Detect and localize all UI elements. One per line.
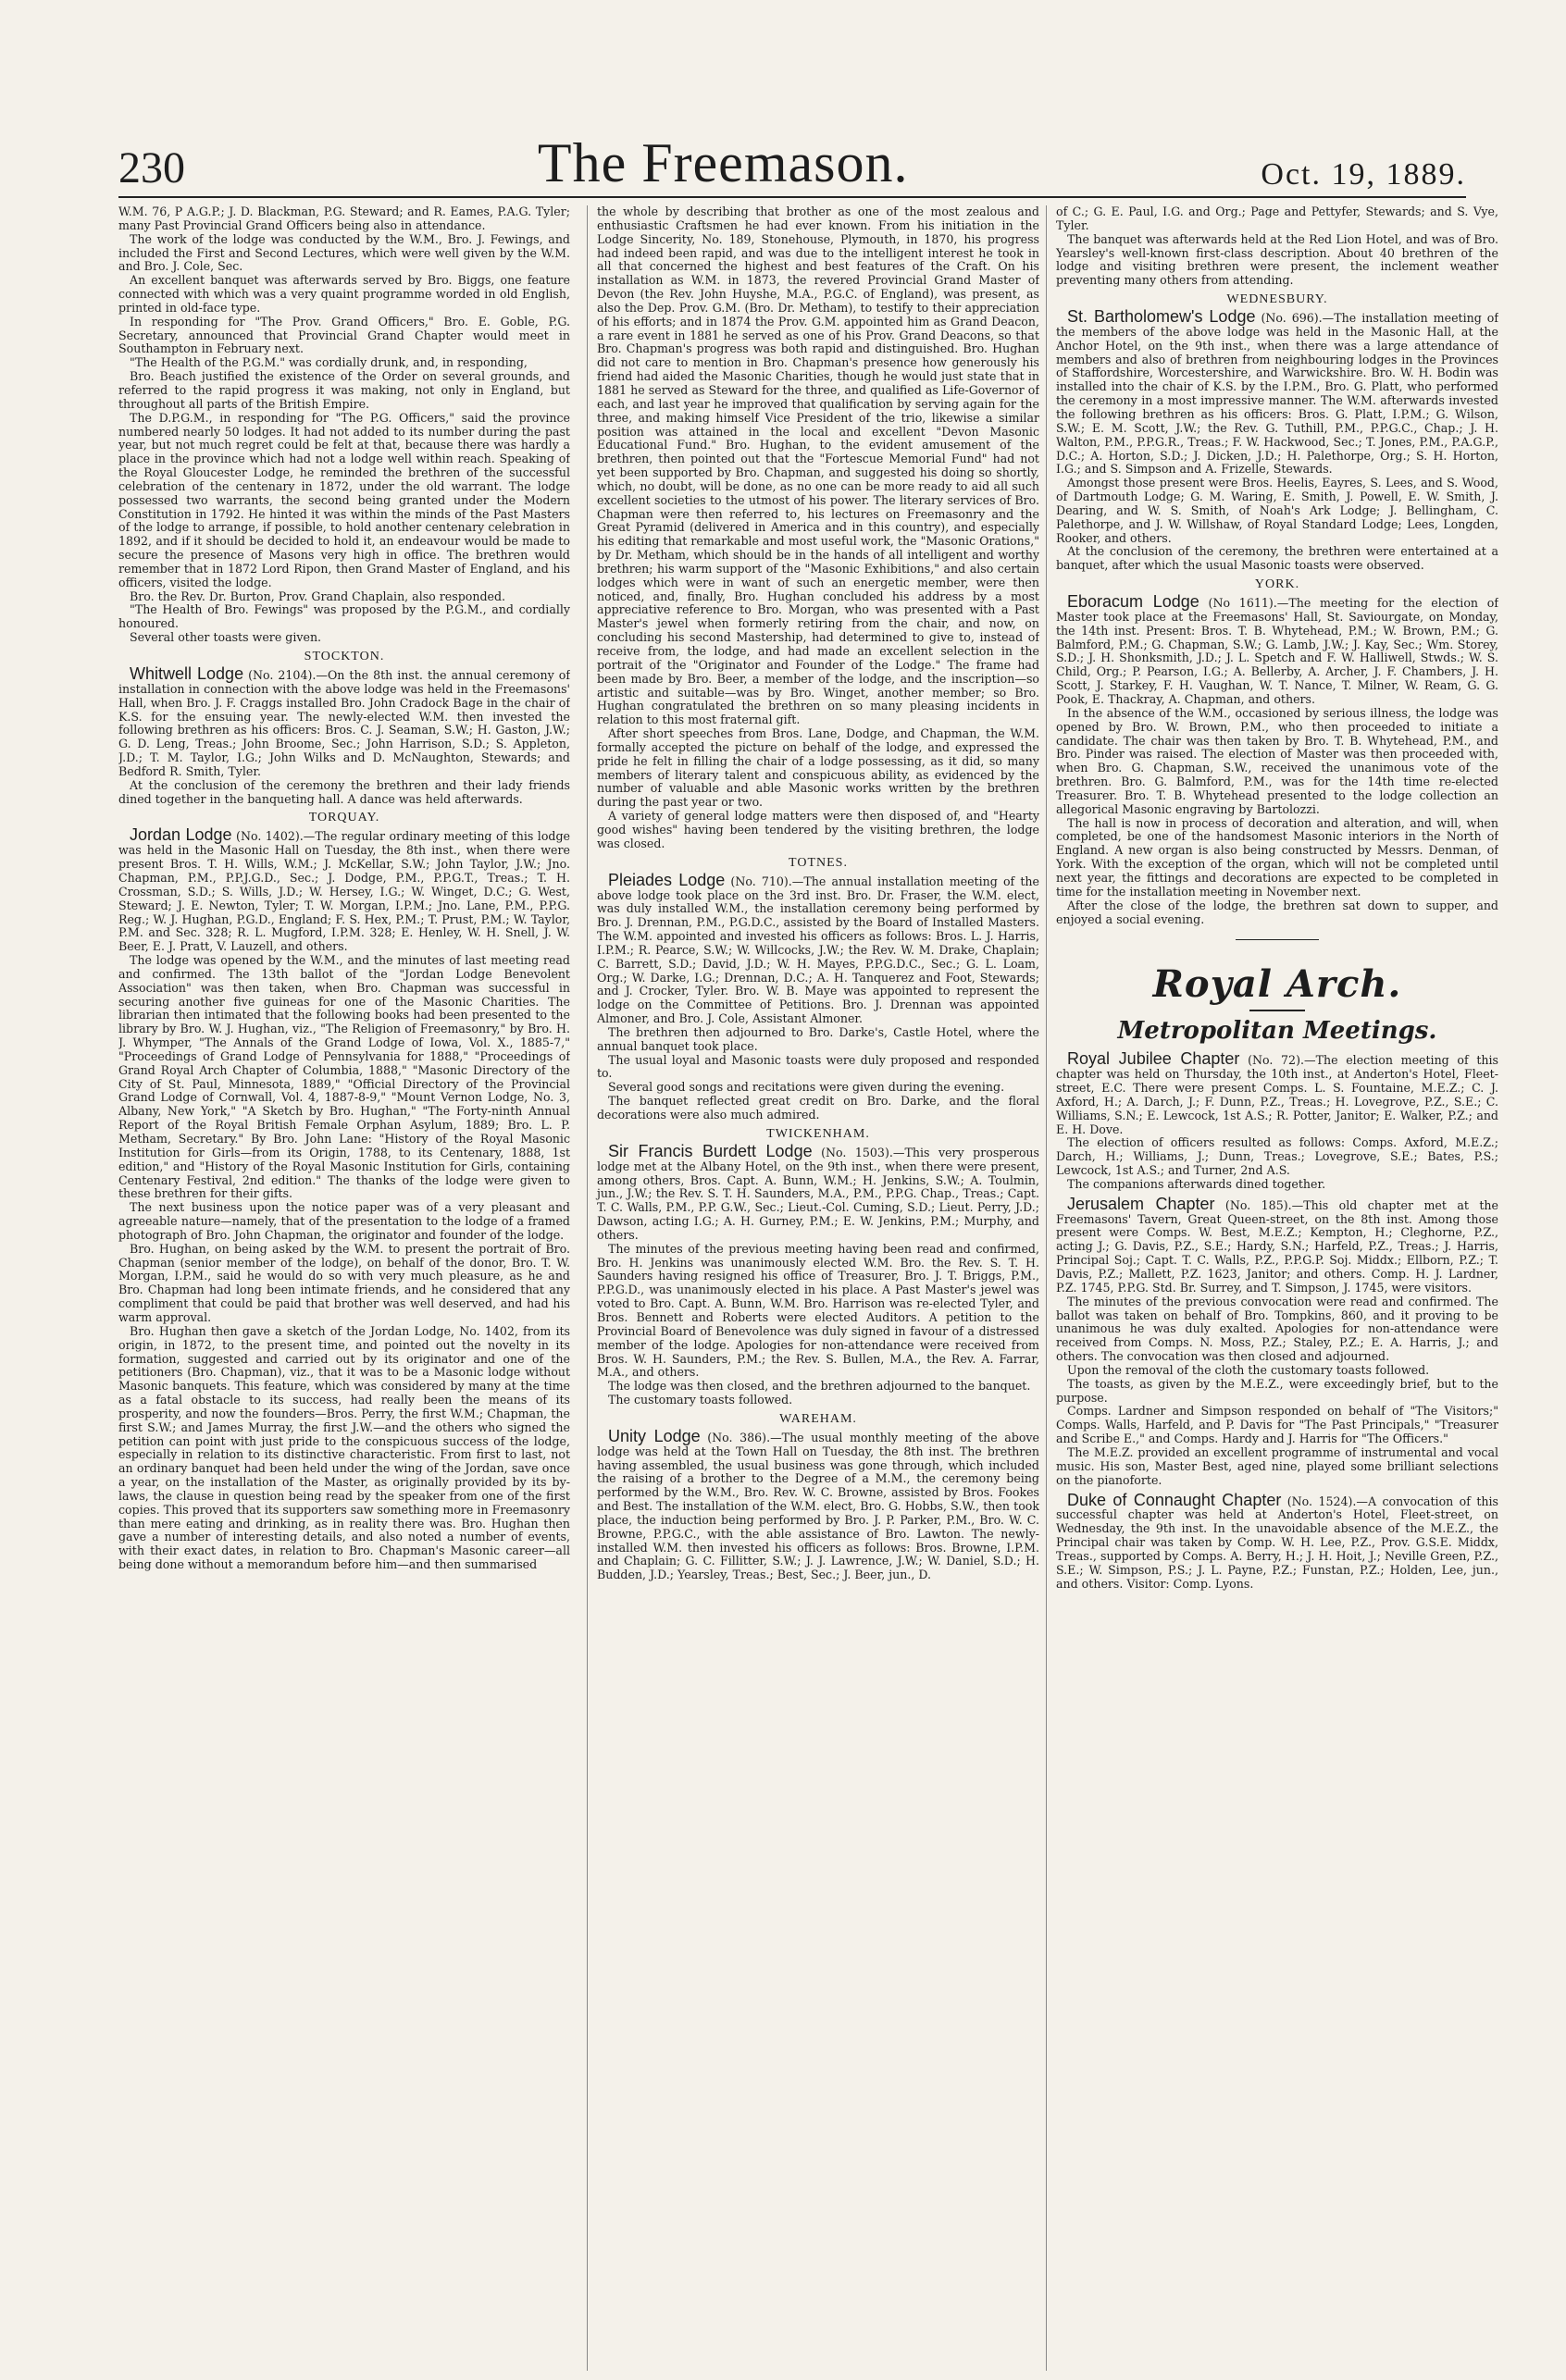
paragraph: Upon the removal of the cloth the customary toasts followed. [1067,1362,1430,1377]
divider [1236,939,1319,940]
paragraph: "The Health of the P.G.M." was cordially drunk, and, in responding, [130,355,528,370]
column-1 [118,205,570,2371]
lodge-name: Eboracum Lodge [1067,592,1199,612]
paragraph: The lodge was opened by the W.M., and the minutes of last meeting read and confirmed. The 13th ballot of the "Jordan Lodge Benevolent Association" was then taken, when Bro. Chapman was successful in securing another five guineas for one of the Masonic Charities. The librarian then intimated that the following books had been presented to the library by Bro. W. J. Hughan, viz., "The Religion of Freemasonry," by Bro. H. J. Whymper, "The Annals of the Grand Lodge of Iowa, Vol. X., 1885-7," "Proceedings of Grand Lodge of Pennsylvania for 1888," "Proceedings of Grand Royal Arch Chapter of Columbia, 1888," "Masonic Directory of the City of St. Paul, Minnesota, 1889," "Official Directory of the Provincial Grand Lodge of Cornwall, Vol. 4, 1887-8-9," "Mount Vernon Lodge, No. 3, Albany, New York," "A Sketch by Bro. Hughan," "The Forty-ninth Annual Report of the Royal British Female Orphan Asylum, 1889; Bro. L. P. Metham, Secretary." By Bro. John Lane: "History of the Royal Masonic Institution for Girls—from its Origin, 1788, to its Centenary, 1888, 1st edition," and "History of the Royal Masonic Institution for Girls, containing Centenary Festival, 2nd edition." The thanks of the lodge were given to these brethren for their gifts. [118,953,570,1201]
paragraph: (No. 72).—The election meeting of this chapter was held on Thursday, the 10th inst., at Anderton's Hotel, Fleet-street, E.C. There were present Comps. L. S. Fountaine, M.E.Z.; C. J. Axford, H.; A. Darch, J.; F. Dunn, P.Z., Treas.; H. Lovegrove, P.Z., S.E.; C. Williams, S.N.; E. Lewcock, 1st A.S.; R. Potter, Janitor; E. Walker, P.Z.; and E. H. Dove. [1056,1053,1498,1136]
paragraph: In the absence of the W.M., occasioned by serious illness, the lodge was opened by Bro. W. Brown, P.M., who then proceeded to initiate a candidate. The chair was then taken by Bro. T. B. Whytehead, P.M., and Bro. Pinder was raised. The election of Master was then proceeded with, when Bro. G. Chapman, S.W., received the unanimous vote of the brethren. Bro. G. Balmford, P.M., was for the 14th time re-elected Treasurer. Bro. T. B. Whytehead presented to the lodge collection an allegorical Masonic engraving by Bartolozzi. [1056,705,1498,816]
paragraph: The minutes of the previous convocation were read and confirmed. The ballot was taken on behalf of Bro. Tompkins, 860, and it proving to be unanimous he was duly exalted. Apologies for non-attendance were received from Comps. N. Moss, P.Z.; Staley, P.Z.; E. A. Harris, J.; and others. The convocation was then closed and adjourned. [1056,1294,1498,1364]
paragraph: The customary toasts followed. [608,1393,793,1407]
column-2 [587,205,1039,2371]
paragraph: Several other toasts were given. [130,630,322,645]
column-3 [1046,205,1498,2371]
paragraph: In responding for "The Prov. Grand Officers," Bro. E. Goble, P.G. Secretary, announced that Provincial Grand Chapter would meet in Southampton in February next. [118,314,570,356]
paragraph: The companions afterwards dined together. [1067,1176,1326,1191]
place-heading: TWICKENHAM. [766,1126,870,1141]
paragraph: The minutes of the previous meeting having been read and confirmed, Bro. H. Jenkins was unanimously elected W.M. Bro. the Rev. S. T. H. Saunders having resigned his office of Treasurer, Bro. J. T. Briggs, P.M., P.P.G.D., was unanimously elected in his place. A Past Master's jewel was voted to Bro. Capt. A. Bunn, W.M. Bro. Harrison was re-elected Tyler, and Bros. Bennett and Roberts were elected Auditors. A petition to the Provincial Board of Benevolence was duly signed in favour of a distressed member of the lodge. Apologies for non-attendance were received from Bros. W. H. Saunders, P.M.; the Rev. S. Bullen, M.A., the Rev. A. Farrar, M.A., and others. [597,1241,1039,1380]
paragraph: The banquet reflected great credit on Bro. Darke, and the floral decorations were also much admired. [597,1094,1039,1122]
issue-date: Oct. 19, 1889. [1261,157,1466,192]
place-heading: STOCKTON. [304,650,385,663]
place-heading: TOTNES. [789,855,848,870]
paragraph: The usual loyal and Masonic toasts were duly proposed and responded to. [597,1052,1039,1081]
lodge-name: St. Bartholomew's Lodge [1067,307,1256,327]
lodge-name: Unity Lodge [608,1426,701,1445]
paragraph: (No. 2104).—On the 8th inst. the annual ceremony of installation in connection with the above lodge was held in the Freemasons' Hall, when Bro. J. F. Craggs installed Bro. John Cradock Bage in the chair of K.S. for the ensuing year. The newly-elected W.M. then invested the following brethren as his officers: Bros. C. J. Seaman, S.W.; H. Gaston, J.W.; G. D. Leng, Treas.; John Broome, Sec.; John Harrison, S.D.; S. Appleton, J.D.; T. M. Taylor, I.G.; John Wilks and D. McNaughton, Stewards; and Bedford R. Smith, Tyler. [118,668,570,778]
paragraph: Bro. Hughan then gave a sketch of the Jordan Lodge, No. 1402, from its origin, in 1872, to the present time, and pointed out the novelty in its formation, suggested and carried out by its originator and one of the petitioners (Bro. Chapman), viz., that it was to be a Masonic lodge without Masonic banquets. This feature, which was considered by many at the time as a fatal obstacle to its success, had really been the means of its prosperity, and now the founders—Bros. Perry, the first W.M.; Chapman, the first S.W.; and James Murray, the first J.W.—and the others who signed the petition can point with just pride to the conspicuous success of the lodge, especially in relation to its distinctive characteristic. From first to last, not an ordinary banquet had been held under the wing of the Jordan, save once a year, on the installation of the Master, as originally provided by its by-laws, the clause in question being read by the speaker from one of the first copies. This proved that its supporters saw something more in Freemasonry than mere eating and drinking, as in reality there was. Bro. Hughan then gave a number of interesting details, and also noted a number of events, with their exact dates, in relation to Bro. Chapman's Masonic career—all being done without a memorandum before him—and then summarised [118,1323,570,1572]
paragraph: of C.; G. E. Paul, I.G. and Org.; Page and Pettyfer, Stewards; and S. Vye, Tyler. [1056,205,1498,232]
paragraph: The work of the lodge was conducted by the W.M., Bro. J. Fewings, and included the First and Second Lectures, which were well given by the W.M. and Bro. J. Cole, Sec. [118,231,570,274]
paragraph: Several good songs and recitations were given during the evening. [608,1080,1005,1095]
paragraph: W.M. 76, P A.G.P.; J. D. Blackman, P.G. Steward; and R. Eames, P.A.G. Tyler; many Past Provincial Grand Officers being also in attendance. [118,205,570,232]
lodge-name: Duke of Connaught Chapter [1067,1490,1282,1509]
section-title: Royal Arch. [1152,962,1402,1007]
paragraph: (No. 710).—The annual installation meeting of the above lodge took place on the 3rd inst. Bro. Dr. Fraser, the W.M. elect, was duly installed W.M., the installation ceremony being performed by Bro. J. Drennan, P.M., P.G.D.C., assisted by the Board of Installed Masters. The W.M. appointed and invested his officers as follows: Bros. L. J. Harris, I.P.M.; R. Pearce, S.W.; W. Willcocks, J.W.; the Rev. W. M. Drake, Chaplain; C. Barrett, S.D.; David, J.D.; W. H. Mayes, P.P.G.D.C., Sec.; G. L. Loam, Org.; W. Darke, I.G.; Drennan, D.C.; A. H. Tanquerez and Foot, Stewards; and J. Crocker, Tyler. Bro. W. B. Maye was appointed to represent the lodge on the Committee of Petitions. Bro. J. Drennan was appointed Almoner, and Bro. J. Cole, Assistant Almoner. [597,874,1039,1026]
paragraph: Bro. Hughan, on being asked by the W.M. to present the portrait of Bro. Chapman (senior member of the lodge), on behalf of the donor, Bro. T. W. Morgan, I.P.M., said he would do so with very much pleasure, as he and Bro. Chapman had long been intimate friends, and he considered that any compliment that could be paid that brother was well deserved, and had his warm approval. [118,1241,570,1324]
paragraph: Amongst those present were Bros. Heelis, Eayres, S. Lees, and S. Wood, of Dartmouth Lodge; G. M. Waring, E. Smith, J. Powell, E. W. Smith, J. Dearing, and W. S. Smith, of Noah's Ark Lodge; J. Bellingham, C. Palethorpe, and J. W. Willshaw, of Royal Standard Lodge; Lees, Longden, Rooker, and others. [1056,476,1498,545]
paragraph: The banquet was afterwards held at the Red Lion Hotel, and was of Bro. Yearsley's well-known first-class description. About 40 brethren of the lodge and visiting brethren were present, the inclement weather preventing many others from attending. [1056,231,1498,288]
paragraph: (No. 185).—This old chapter met at the Freemasons' Tavern, Great Queen-street, on the 8th inst. Among those present were Comps. W. Best, M.E.Z.; Kempton, H.; Cleghorne, P.Z., acting J.; G. Davis, P.Z., S.E.; Hardy, S.N.; Harfeld, P.Z., Treas.; J. Harris, Principal Soj.; Capt. T. C. Walls, P.Z., P.P.G.P. Soj. Middx.; Ellborn, P.Z.; T. Davis, P.Z.; Mallett, P.Z. 1623, Janitor; and others. Comp. H. J. Lardner, P.Z. 1745, P.P.G. Std. Br. Surrey, and T. Simpson, J. 1745, were visitors. [1056,1197,1498,1295]
paragraph: The D.P.G.M., in responding for "The P.G. Officers," said the province numbered nearly 50 lodges. It had not added to its number during the past year, but not much regret could be felt at that, because there was hardly a place in the province which had not a lodge well within reach. Speaking of the Royal Gloucester Lodge, he reminded the brethren of the successful celebration of the centenary in 1872, under the old warrant. The lodge possessed two warrants, the second being granted under the Modern Constitution in 1792. He hinted it was within the minds of the Past Masters of the lodge to arrange, if possible, to hold another centenary celebration in 1892, and if it should be decided to hold it, an endeavour would be made to secure the presence of Masons very high in office. The brethren would remember that in 1872 Lord Ripon, then Grand Master of England, and his officers, visited the lodge. [118,410,570,589]
place-heading: YORK. [1254,577,1300,592]
paragraph: (No. 386).—The usual monthly meeting of the above lodge was held at the Town Hall on Tuesday, the 8th inst. The brethren having assembled, the usual business was gone through, which included the raising of a brother to the Degree of a M.M., the ceremony being performed by the W.M., Bro. Rev. W. C. Browne, assisted by Bros. Fookes and Best. The installation of the W.M. elect, Bro. G. Hobbs, S.W., then took place, the induction being performed by Bro. J. P. Parker, P.M., Bro. W. C. Browne, P.P.G.C., with the able assistance of Bro. Lawton. The newly-installed W.M. then invested his officers as follows: Bros. Browne, I.P.M. and Chaplain; G. C. Fillitter, S.W.; J. J. Lawrence, J.W.; W. Daniel, S.D.; H. Budden, J.D.; Yearsley, Treas.; Best, Sec.; J. Beer, jun., D. [597,1430,1039,1582]
paragraph: The lodge was then closed, and the brethren adjourned to the banquet. [608,1379,1031,1394]
lodge-name: Sir Francis Burdett Lodge [608,1141,813,1160]
lodge-name: Royal Jubilee Chapter [1067,1049,1240,1069]
paragraph: Bro. the Rev. Dr. Burton, Prov. Grand Chaplain, also responded. [130,589,506,603]
paragraph: After short speeches from Bros. Lane, Dodge, and Chapman, the W.M. formally accepted the picture on behalf of the lodge, and expressed the pride he felt in filling the chair of a lodge possessing, as it did, so many members of literary talent and conspicuous ability, as evidenced by the number of valuable and able Masonic works written by the brethren during the past year or two. [597,726,1039,810]
lodge-name: Jordan Lodge [130,825,232,845]
lodge-name: Jerusalem Chapter [1067,1194,1215,1213]
section-subtitle: Metropolitan Meetings. [1117,1017,1437,1046]
paragraph: Comps. Lardner and Simpson responded on behalf of "The Visitors;" Comps. Walls, Harfeld, and P. Davis for "The Past Principals," "Treasurer and Scribe E.," and Comps. Hardy and J. Harris for "The Officers." [1056,1404,1498,1446]
paragraph: The toasts, as given by the M.E.Z., were exceedingly brief, but to the purpose. [1056,1376,1498,1405]
paragraph: An excellent banquet was afterwards served by Bro. Biggs, one feature connected with which was a very quaint programme worded in old English, printed in old-face type. [118,273,570,315]
paragraph: (No. 696).—The installation meeting of the members of the above lodge was held in the Masonic Hall, at the Anchor Hotel, on the 9th inst., when there was a large attendance of members and also of brethren from neighbouring lodges in the Provinces of Staffordshire, Worcestershire, and Warwickshire. Bro. W. H. Bodin was installed into the chair of K.S. by the I.P.M., Bro. G. Platt, who performed the ceremony in a most impressive manner. The W.M. afterwards invested the following brethren as his officers: Bros. G. Platt, I.P.M.; G. Wilson, S.W.; E. M. Scott, J.W.; the Rev. G. Tuthill, P.M., P.P.G.C., Chap.; J. H. Walton, P.M., P.P.G.R., Treas.; F. W. Hackwood, Sec.; T. Jones, P.M., P.A.G.P., D.C.; A. Horton, S.D.; J. Dicken, J.D.; H. Palethorpe, Org.; S. H. Horton, I.G.; and S. Simpson and A. Frizelle, Stewards. [1056,311,1498,477]
lodge-name: Pleiades Lodge [608,870,726,889]
paragraph: (No. 1503).—This very prosperous lodge met at the Albany Hotel, on the 9th inst., when there were present, among others, Bros. Capt. A. Bunn, W.M.; H. Jenkins, S.W.; A. Toulmin, jun., J.W.; the Rev. S. T. H. Saunders, M.A., P.M., P.P.G. Chap., Treas.; Capt. T. C. Walls, P.M., P.P. G.W., Sec.; Lieut.-Col. Cuming, S.D.; Lieut. Perry, J.D.; Dawson, acting I.G.; A. H. Gurney, P.M.; E. W. Jenkins, P.M.; Murphy, and others. [597,1145,1039,1242]
paragraph: (No. 1402).—The regular ordinary meeting of this lodge was held in the Masonic Hall on Tuesday, the 8th inst., when there were present Bros. T. H. Wills, W.M.; J. McKellar, S.W.; John Taylor, J.W.; Jno. Chapman, P.M., P.P.J.G.D., Sec.; J. Dodge, P.M., P.P.G.T., Treas.; T. H. Crossman, S.D.; S. Wills, J.D.; W. Hersey, I.G.; W. Winget, D.C.; G. West, Steward; J. E. Newton, Tyler; T. W. Morgan, I.P.M.; Jno. Lane, P.M., P.P.G. Reg.; W. J. Hughan, P.G.D., England; F. S. Hex, P.M.; T. Prust, P.M.; W. Taylor, P.M. and Sec. 328; R. L. Mugford, I.P.M. 328; E. Henley, W. H. Snell, J. W. Beer, E. J. Pratt, V. Lauzell, and others. [118,829,570,954]
paragraph: At the conclusion of the ceremony, the brethren were entertained at a banquet, after which the usual Masonic toasts were observed. [1056,544,1498,573]
paragraph: (No 1611).—The meeting for the election of Master took place at the Freemasons' Hall, St. Saviourgate, on Monday, the 14th inst. Present: Bros. T. B. Whytehead, P.M.; W. Brown, P.M.; G. Balmford, P.M.; G. Chapman, S.W.; G. Lamb, J.W.; J. Kay, Sec.; Wm. Storey, S.D.; J. H. Shonksmith, J.D.; J. L. Spetch and F. W. Halliwell, Stwds.; W. S. Child, Org.; P. Pearson, I.G.; A. Bellerby, A. Archer, J. F. Chambers, J. H. Scott, J. Starkey, F. H. Vaughan, W. T. Nance, T. Milner, W. Ream, G. G. Pook, E. Thackray, A. Chapman, and others. [1056,596,1498,706]
paragraph: (No. 1524).—A convocation of this successful chapter was held at Anderton's Hotel, Fleet-street, on Wednesday, the 9th inst. In the unavoidable absence of the M.E.Z., the Principal chair was taken by Comp. W. H. Lee, P.Z., Prov. G.S.E. Middx, Treas., supported by Comps. A. Berry, H.; J. H. Hoit, J.; Neville Green, P.Z., S.E.; W. Simpson, P.S.; J. L. Payne, P.Z.; Funstan, P.Z.; Holden, Lee, jun., and others. Visitor: Comp. Lyons. [1056,1494,1498,1591]
paragraph: Bro. Beach justified the existence of the Order on several grounds, and referred to the rapid progress it was making, not only in England, but throughout all parts of the British Empire. [118,369,570,411]
paragraph: "The Health of Bro. Fewings" was proposed by the P.G.M., and cordially honoured. [118,602,570,631]
paragraph: After the close of the lodge, the brethren sat down to supper, and enjoyed a social evening. [1056,898,1498,926]
paragraph: The M.E.Z. provided an excellent programme of instrumental and vocal music. His son, Master Best, aged nine, played some brilliant selections on the pianoforte. [1056,1444,1498,1487]
paragraph: A variety of general lodge matters were then disposed of, and "Hearty good wishes" having been tendered by the visiting brethren, the lodge was closed. [597,809,1039,850]
paragraph: the whole by describing that brother as one of the most zealous and enthusiastic Craftsmen he had ever known. From his initiation in the Lodge Sincerity, No. 189, Stonehouse, Plymouth, in 1870, his progress had indeed been rapid, and was due to the intelligent interest he took in all that concerned the highest and best features of the Craft. On his installation as W.M. in 1873, the revered Provincial Grand Master of Devon (the Rev. John Huyshe, M.A., P.G.C. of England), was present, as also the Dep. Prov. G.M. (Bro. Dr. Metham), to testify to their appreciation of his efforts; and in 1874 the Prov. G.M. appointed him as Grand Deacon, a rare event in 1881 he served as one of his Prov. Grand Deacons, so that Bro. Chapman's progress was both rapid and distinguished. Bro. Hughan did not care to mention in Bro. Chapman's presence how generously his friend had aided the Masonic Charities, though he would just state that in 1881 he served as Steward for the three, and qualified as Life-Governor of each, and last year he improved that qualification by serving again for the three, and making himself Vice President of the trio, likewise a similar position was attained in the local and excellent "Devon Masonic Educational Fund." Bro. Hughan, to the evident amusement of the brethren, then pointed out that the "Fortescue Memorial Fund" had not yet been supported by Bro. Chapman, and suggested his doing so shortly, which, no doubt, will be done, as no one can be more ready to aid all such excellent societies to the utmost of his power. The literary services of Bro. Chapman were then referred to, his lectures on Freemasonry and the Great Pyramid (delivered in America and in this country), and especially his editing that remarkable and most useful work, the "Masonic Orations," by Dr. Metham, which should be in the hands of all intelligent and worthy brethren; his warm support of the "Masonic Exhibitions," and also certain lodges which were in want of such an energetic member, were then noticed, and, finally, Bro. Hughan concluded his address by a most appreciative reference to Bro. Morgan, who was presented with a Past Master's jewel when formerly retiring from the chair, and now, on concluding his second Mastership, had determined to give to, instead of receive from, the lodge, and had made an excellent selection in the portrait of the "Originator and Founder of the Lodge." The frame had been made by Bro. Beer, a member of the lodge, and the inscription—so artistic and suitable—was by Bro. Winget, another member; so Bro. Hughan congratulated the brethren on so many pleasing incidents in relation to this most fraternal gift. [597,205,1039,727]
place-heading: WEDNESBURY. [1226,292,1328,307]
masthead [118,117,1466,198]
paragraph: The hall is now in process of decoration and alteration, and will, when completed, be one of the handsomest Masonic interiors in the North of England. A new organ is also being constructed by Messrs. Denman, of York. With the exception of the organ, which will not be completed until next year, the fittings and decorations are expected to be completed in time for the installation meeting in November next. [1056,815,1498,899]
paragraph: The next business upon the notice paper was of a very pleasant and agreeable nature—namely, that of the presentation to the lodge of a framed photograph of Bro. John Chapman, the originator and founder of the lodge. [118,1200,570,1242]
place-heading: TORQUAY. [308,811,380,825]
lodge-name: Whitwell Lodge [130,664,244,683]
paragraph: The brethren then adjourned to Bro. Darke's, Castle Hotel, where the annual banquet took place. [597,1024,1039,1053]
page-number: 230 [118,143,185,192]
paragraph: The election of officers resulted as follows: Comps. Axford, M.E.Z.; Darch, H.; Williams, J.; Dunn, Treas.; Lovegrove, S.E.; Bates, P.S.; Lewcock, 1st A.S.; and Turner, 2nd A.S. [1056,1135,1498,1178]
place-heading: WAREHAM. [779,1411,857,1426]
newspaper-title: The Freemason. [537,132,909,193]
paragraph: At the conclusion of the ceremony the brethren and their lady friends dined together in the banqueting hall. A dance was held afterwards. [118,777,570,806]
divider [1249,1010,1305,1011]
